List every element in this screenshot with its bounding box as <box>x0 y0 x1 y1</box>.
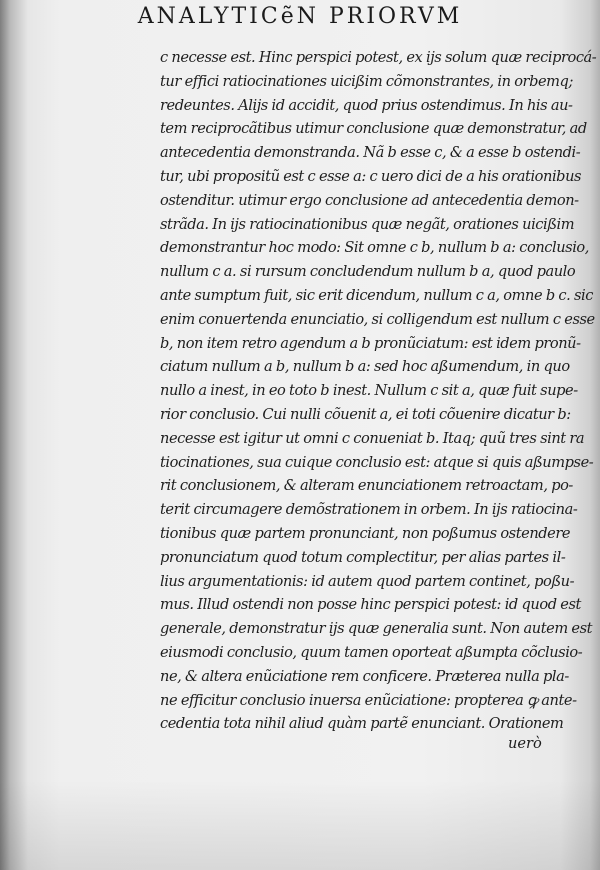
text-line: antecedentia demonstranda. Nã b esse c, & a esse b ostendi- <box>160 144 581 162</box>
text-line: necesse est igitur ut omni c conueniat b. Itaq; quũ tres sint ra <box>160 429 585 447</box>
text-line: enim conuertenda enunciatio, si colligendum est nullum c esse <box>160 310 595 328</box>
text-line: rior conclusio. Cui nulli cõuenit a, ei toti cõuenire dicatur b: <box>160 405 571 423</box>
text-line: cedentia tota nihil aliud quàm partẽ enunciant. Orationem <box>160 715 564 733</box>
text-line: ostenditur. utimur ergo conclusione ad antecedentia demon- <box>160 191 579 209</box>
text-line: terit circumagere demõstrationem in orbem. In ijs ratiocina- <box>160 501 578 519</box>
text-line: eiusmodi conclusio, quum tamen oporteat aßumpta cõclusio- <box>160 643 583 661</box>
text-line: pronunciatum quod totum complectitur, per alias partes il- <box>160 548 566 566</box>
text-line: tiocinationes, sua cuique conclusio est: atque si quis aßumpse- <box>160 453 594 471</box>
text-line: ante sumptum fuit, sic erit dicendum, nullum c a, omne b c. sic <box>160 286 593 304</box>
text-line: mus. Illud ostendi non posse hinc perspici potest: id quod est <box>160 596 581 614</box>
text-line: lius argumentationis: id autem quod partem continet, poßu- <box>160 572 575 590</box>
text-line: ciatum nullum a b, nullum b a: sed hoc aßumendum, in quo <box>160 358 570 376</box>
text-line: b, non item retro agendum a b pronũciatum: est idem pronũ- <box>160 334 581 352</box>
text-line: rit conclusionem, & alteram enunciationem retroactam, po- <box>160 477 573 495</box>
text-line: ne efficitur conclusio inuersa enũciatione: propterea ꝙ ante- <box>160 691 577 709</box>
text-line: demonstrantur hoc modo: Sit omne c b, nullum b a: conclusio, <box>160 239 589 257</box>
text-line: ne, & altera enũciatione rem conficere. Præterea nulla pla- <box>160 667 569 685</box>
text-line: tem reciprocãtibus utimur conclusione quæ demonstratur, ad <box>160 120 587 138</box>
text-line: tionibus quæ partem pronunciant, non poßumus ostendere <box>160 524 571 542</box>
running-head: ANALYTICẽN PRIORVM <box>137 4 463 29</box>
text-line: strãda. In ijs ratiocinationibus quæ negãt, orationes uicißim <box>160 215 575 233</box>
text-line: tur, ubi propositũ est c esse a: c uero dici de a his orationibus <box>160 167 582 185</box>
text-line: redeuntes. Alijs id accidit, quod prius ostendimus. In his au- <box>160 96 573 114</box>
catchword: uerò <box>508 735 542 752</box>
body-text <box>160 46 597 736</box>
text-line: nullum c a. si rursum concludendum nullum b a, quod paulo <box>160 263 576 281</box>
text-line: nullo a inest, in eo toto b inest. Nullum c sit a, quæ fuit supe- <box>160 382 578 400</box>
text-line: generale, demonstratur ijs quæ generalia sunt. Non autem est <box>160 620 593 638</box>
text-line: c necesse est. Hinc perspici potest, ex ijs solum quæ reciprocá- <box>160 49 597 66</box>
text-line: tur effici ratiocinationes uicißim cõmonstrantes, in orbemq; <box>160 72 573 90</box>
